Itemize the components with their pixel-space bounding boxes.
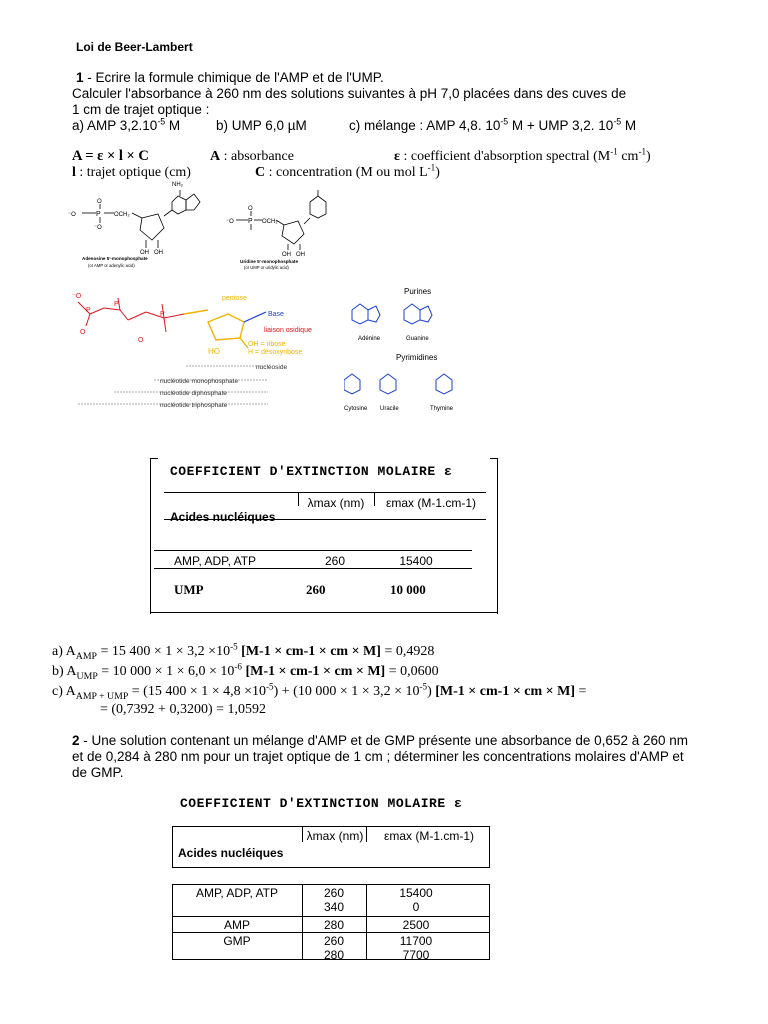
- guanine-label: Guanine: [406, 336, 429, 342]
- phosphate-o-label-2: O: [138, 337, 144, 344]
- table-2-row-4-name: GMP: [223, 934, 251, 948]
- table-2-row-1-name: AMP, ADP, ATP: [195, 886, 279, 900]
- table-2-epsilon-header: εmax (M-1.cm-1): [383, 829, 474, 843]
- phosphate-p2: P: [114, 301, 119, 308]
- table-2-row-1-epsilon: 15400: [399, 886, 433, 900]
- amp-phosphate-o-minus: ⁻O: [68, 212, 76, 218]
- pentose-ring: [184, 310, 248, 348]
- table-2-row-1-lambda: 260: [323, 886, 345, 900]
- pyrimidines-label: Pyrimidines: [396, 353, 438, 362]
- ump-phosphorus-label: P: [248, 218, 253, 225]
- phosphate-o-label: O: [80, 329, 86, 336]
- table-2-row-2-lambda: 340: [323, 900, 345, 914]
- table-1-row-1-name: AMP, ADP, ATP: [174, 554, 257, 568]
- nucleotide-diagram: [68, 282, 358, 414]
- table-2-lambda-header: λmax (nm): [306, 829, 364, 843]
- amp-oh-2: OH: [154, 250, 163, 256]
- amp-caption-1: Adenosine 5'-monophosphate: [82, 256, 148, 261]
- adenine-label: Adénine: [358, 336, 381, 342]
- phosphate-p1: P: [86, 307, 91, 314]
- molar-extinction-table-2: [172, 796, 494, 966]
- page-title: Loi de Beer-Lambert: [76, 40, 193, 54]
- answer-a: a) $A_{AMP} = 15$ $400 \times 1 \times 3,2 \times 10^{-5}$ [M-1 × cm-1 × cm × M] = 0,4928: [52, 641, 435, 662]
- thymine-label: Thymine: [430, 406, 454, 412]
- table-2-row-3-name: AMP: [223, 918, 250, 932]
- question-1-item-c: c) mélange : AMP 4,8. $10^{-5}$ M + UMP 3,2. $10^{-5}$ M: [349, 116, 637, 133]
- amp-oh-1: OH: [140, 250, 149, 256]
- table-2-row-4-epsilon: 11700: [399, 934, 433, 948]
- pentose-label: pentose: [222, 295, 247, 302]
- question-2-line2: et de 0,284 à 280 nm pour un trajet optique de 1 cm ; déterminer les concentrations molaires d'AMP et: [72, 749, 684, 764]
- cytosine-label: Cytosine: [344, 406, 368, 412]
- ribose-label: OH = ribose: [248, 341, 286, 348]
- purines-label: Purines: [404, 287, 432, 296]
- molar-extinction-table-1: [150, 458, 498, 614]
- phosphate-o-minus-label: ⁻O: [72, 293, 82, 300]
- question-2-text: - Une solution contenant un mélange d'AMP et de GMP présente une absorbance de 0,652 à 260 nm: [79, 733, 688, 748]
- formula-concentration-def: C : concentration (M ou mol $L^{-1}$): [255, 162, 440, 180]
- ump-phosphate-o-minus: ⁻O: [226, 219, 234, 225]
- table-1-row-2-epsilon: 10 000: [390, 582, 426, 597]
- question-1-text: - Ecrire la formule chimique de l'AMP et de l'UMP.: [83, 70, 384, 85]
- table-2-row-4-lambda: 260: [323, 934, 345, 948]
- base-bond: [244, 312, 266, 322]
- answer-c: c) $A_{AMP + UMP} = (15$ $400 \times 1 \times 4,8 \times 10^{-5}) + (10$ $000 \times 1 \times 3,2 \times 10^{-5}$) [M-1 × cm-1 × cm × M] =: [52, 681, 587, 702]
- ho-label: HO: [208, 347, 220, 356]
- question-1-item-a: a) AMP $3,2.10^{-5}$ M: [72, 116, 181, 133]
- table-2-row-2-epsilon: 0: [412, 900, 420, 914]
- desoxyribose-label: H = désoxyribose: [248, 349, 303, 356]
- question-2-number: 2: [72, 733, 80, 748]
- table-2-row-5-epsilon: 7700: [402, 948, 430, 962]
- table-1-row-1-epsilon: 15400: [399, 554, 433, 568]
- question-2-line1: [72, 733, 688, 748]
- nucleoside-label: nucléoside: [256, 364, 288, 371]
- amp-oxygen-label: O: [97, 199, 102, 205]
- ump-och2-label: OCH₂: [262, 219, 278, 225]
- amp-structure-figure: [68, 178, 208, 270]
- amp-och2-label: OCH₂: [114, 212, 130, 218]
- question-1-number: 1: [76, 70, 84, 85]
- ump-oxygen-label: O: [248, 206, 253, 212]
- answer-c-line2: = (0,7392 + 0,3200) = 1,0592: [100, 702, 267, 717]
- phosphate-groups: [78, 298, 184, 332]
- question-1-line2: Calculer l'absorbance à 260 nm des solutions suivantes à pH 7,0 placées dans des cuves de: [72, 86, 627, 101]
- table-2-title: COEFFICIENT D'EXTINCTION MOLAIRE ε: [180, 796, 463, 811]
- amp-phosphate-o-minus-2: ⁻O: [94, 225, 102, 231]
- table-1-title: COEFFICIENT D'EXTINCTION MOLAIRE ε: [170, 464, 453, 479]
- nmp-label: nucléotide monophosphate: [160, 378, 239, 385]
- ump-oh-1: OH: [282, 252, 291, 258]
- question-1-line1: [76, 70, 384, 85]
- ump-structure-figure: [226, 188, 344, 270]
- formula-epsilon-def: ε : coefficient d'absorption spectral ($M^{-1}$ $cm^{-1}$): [394, 146, 651, 164]
- ump-caption-1: Uridine 5'-monophosphate: [240, 259, 299, 264]
- table-1-epsilon-header: εmax (M-1.cm-1): [385, 496, 476, 510]
- amp-caption-2: (or AMP or adenylic acid): [88, 263, 135, 268]
- question-1-item-b: b) UMP 6,0 µM: [216, 118, 307, 133]
- table-2-section: Acides nucléiques: [178, 846, 284, 860]
- liaison-osidique-label: liaison osidique: [264, 327, 312, 334]
- question-2-line3: de GMP.: [72, 765, 124, 780]
- base-label: Base: [268, 311, 284, 318]
- table-2-row-3-epsilon: 2500: [402, 918, 430, 932]
- ump-oh-2: OH: [296, 252, 305, 258]
- ntp-label: nucléotide triphosphate: [160, 402, 228, 409]
- ndp-label: nucléotide diphosphate: [160, 390, 227, 397]
- table-2-row-5-lambda: 280: [323, 948, 345, 962]
- uracile-label: Uracile: [380, 406, 399, 412]
- formula-length-def: l : trajet optique (cm): [72, 165, 191, 180]
- question-1-line3: 1 cm de trajet optique :: [72, 102, 210, 117]
- ump-caption-2: (or UMP or uridylic acid): [244, 265, 289, 270]
- table-1-row-2-name: UMP: [174, 582, 204, 597]
- table-1-lambda-header: λmax (nm): [307, 496, 365, 510]
- table-1-section: Acides nucléiques: [170, 510, 276, 524]
- amp-phosphorus-label: P: [96, 211, 101, 218]
- beer-lambert-formula: A = ε × l × C: [72, 148, 149, 164]
- formula-absorbance-def: A : absorbance: [210, 149, 294, 164]
- table-1-row-2-lambda: 260: [306, 582, 326, 597]
- bases-figure: [344, 284, 472, 416]
- answer-b: b) $A_{UMP} = 10$ $000 \times 1 \times 6,0 \times 10^{-6}$ [M-1 × cm-1 × cm × M] = 0,0600: [52, 661, 439, 682]
- amp-nh2-label: NH₂: [172, 182, 183, 188]
- table-2-row-3-lambda: 280: [323, 918, 345, 932]
- table-1-row-1-lambda: 260: [324, 554, 346, 568]
- phosphate-p3: P: [160, 311, 165, 318]
